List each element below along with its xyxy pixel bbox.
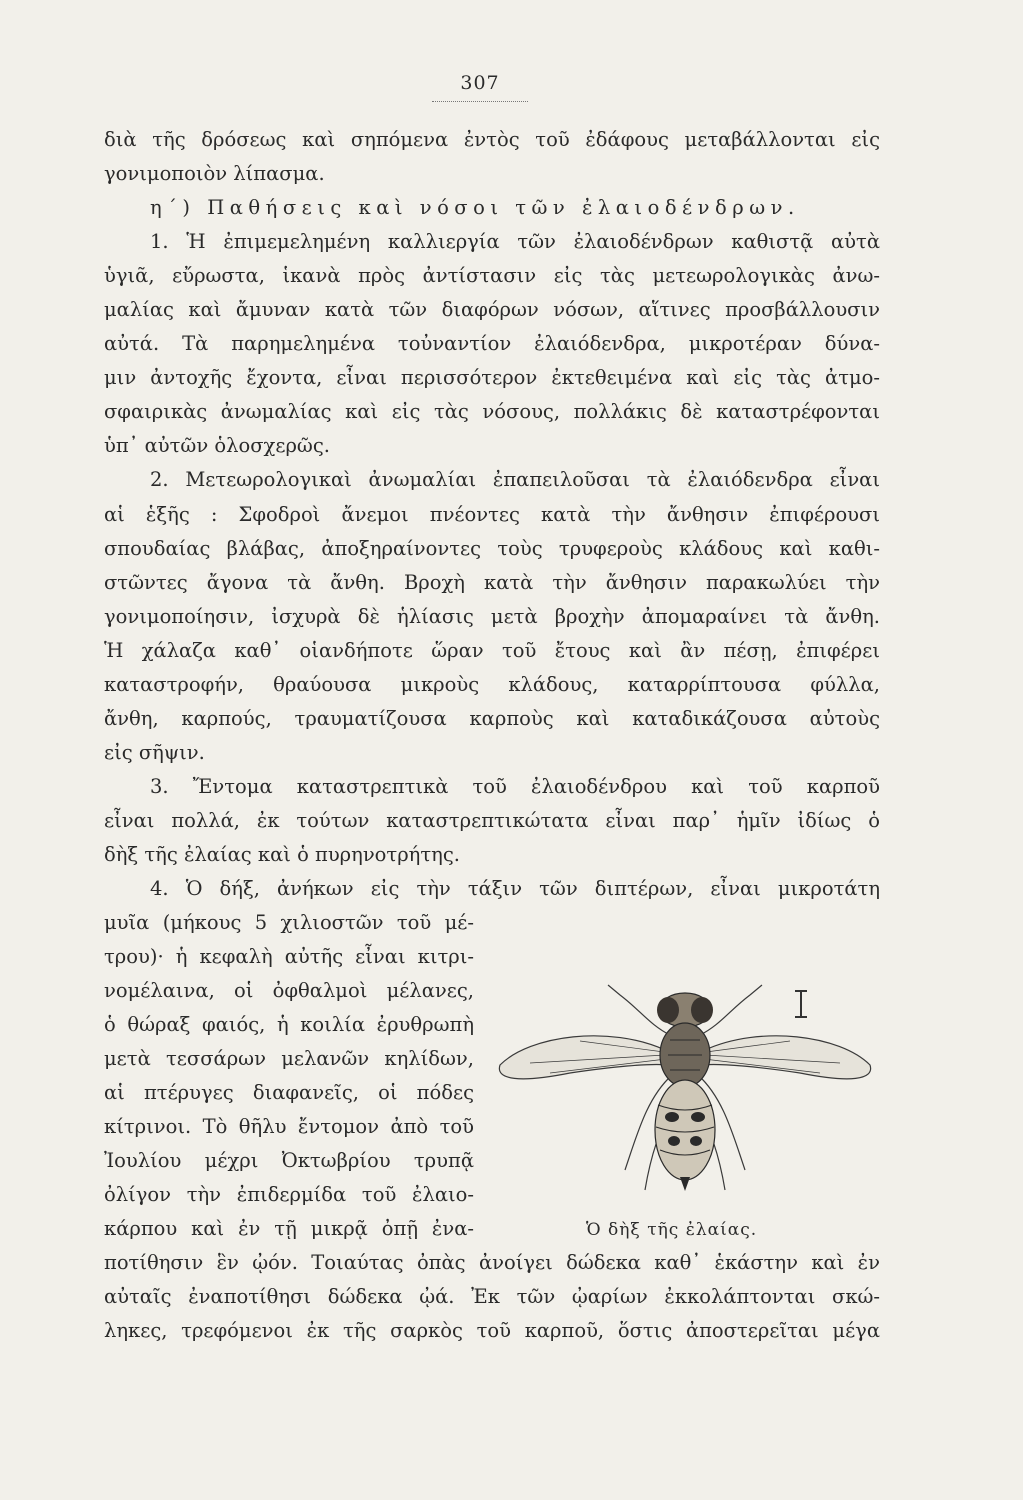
text-line: δὴξ τῆς ἐλαίας καὶ ὁ πυρηνοτρήτης.: [104, 843, 460, 866]
text-line: γονιμοποιὸν λίπασμα.: [104, 162, 325, 185]
scale-bar: [800, 990, 802, 1018]
text-line: γονιμοποίησιν, ἰσχυρὰ δὲ ἡλίασις μετὰ βροχὴν ἀπομαραίνει τὰ ἄνθη.: [104, 605, 880, 628]
text-line: μιν ἀντοχῆς ἔχοντα, εἶναι περισσότερον ἐκτεθειμένα καὶ εἰς τὰς ἀτμο-: [104, 366, 880, 389]
text-line: ὑγιᾶ, εὔρωστα, ἱκανὰ πρὸς ἀντίστασιν εἰς τὰς μετεωρολογικὰς ἀνω-: [104, 264, 880, 287]
text-line: σφαιρικὰς ἀνωμαλίας καὶ εἰς τὰς νόσους, πολλάκις δὲ καταστρέφονται: [104, 400, 880, 423]
text-line: 4. Ὁ δήξ, ἀνήκων εἰς τὴν τάξιν τῶν διπτέρων, εἶναι μικροτάτη: [150, 877, 880, 900]
text-line: ὁ θώραξ φαιός, ἡ κοιλία ἐρυθρωπὴ: [104, 1013, 474, 1036]
text-line: στῶντες ἄγονα τὰ ἄνθη. Βροχὴ κατὰ τὴν ἄνθησιν παρακωλύει τὴν: [104, 571, 880, 594]
text-line: διὰ τῆς δρόσεως καὶ σηπόμενα ἐντὸς τοῦ ἐδάφους μεταβάλλονται εἰς: [104, 128, 880, 151]
text-line: 2. Μετεωρολογικαὶ ἀνωμαλίαι ἐπαπειλοῦσαι τὰ ἐλαιόδενδρα εἶναι: [150, 468, 880, 491]
text-line: μαλίας καὶ ἄμυναν κατὰ τῶν διαφόρων νόσων, αἵτινες προσβάλλουσιν: [104, 298, 880, 321]
text-line: αἱ πτέρυγες διαφανεῖς, οἱ πόδες: [104, 1081, 474, 1104]
text-line: 3. Ἔντομα καταστρεπτικὰ τοῦ ἐλαιοδένδρου καὶ τοῦ καρποῦ: [150, 775, 880, 798]
text-line: αὐταῖς ἐναποτίθησι δώδεκα ᾠά. Ἐκ τῶν ᾠαρίων ἐκκολάπτονται σκώ-: [104, 1285, 880, 1308]
text-line: κίτρινοι. Τὸ θῆλυ ἔντομον ἀπὸ τοῦ: [104, 1115, 474, 1138]
text-line: 1. Ἡ ἐπιμεμελημένη καλλιεργία τῶν ἐλαιοδένδρων καθιστᾷ αὐτὰ: [150, 230, 880, 253]
text-line: ληκες, τρεφόμενοι ἐκ τῆς σαρκὸς τοῦ καρποῦ, ὅστις ἀποστερεῖται μέγα: [104, 1319, 880, 1342]
figure-caption: Ὁ δὴξ τῆς ἐλαίας.: [586, 1220, 758, 1240]
page-number-rule: [432, 101, 528, 102]
text-line: εἶναι πολλά, ἐκ τούτων καταστρεπτικώτατα εἶναι παρ᾽ ἡμῖν ἰδίως ὁ: [104, 809, 880, 832]
text-line: νομέλαινα, οἱ ὀφθαλμοὶ μέλανες,: [104, 979, 474, 1002]
text-line: Ἡ χάλαζα καθ᾽ οἱανδήποτε ὥραν τοῦ ἔτους καὶ ἂν πέσῃ, ἐπιφέρει: [104, 639, 880, 662]
text-line: Ἰουλίου μέχρι Ὀκτωβρίου τρυπᾷ: [104, 1149, 474, 1172]
text-line: τρου)· ἡ κεφαλὴ αὐτῆς εἶναι κιτρι-: [104, 945, 474, 968]
text-line: ποτίθησιν ἓν ᾠόν. Τοιαύτας ὀπὰς ἀνοίγει δώδεκα καθ᾽ ἑκάστην καὶ ἐν: [104, 1251, 880, 1274]
page-number: 307: [460, 72, 500, 94]
text-line: εἰς σῆψιν.: [104, 741, 205, 764]
text-line: ὀλίγον τὴν ἐπιδερμίδα τοῦ ἐλαιο-: [104, 1183, 474, 1206]
text-line: μυῖα (μήκους 5 χιλιοστῶν τοῦ μέ-: [104, 911, 474, 934]
text-line: αὐτά. Τὰ παρημελημένα τοὐναντίον ἐλαιόδενδρα, μικροτέραν δύνα-: [104, 332, 880, 355]
text-line: σπουδαίας βλάβας, ἀποξηραίνοντες τοὺς τρυφεροὺς κλάδους καὶ καθι-: [104, 537, 880, 560]
text-line: μετὰ τεσσάρων μελανῶν κηλίδων,: [104, 1047, 474, 1070]
text-line: καταστροφήν, θραύουσα μικροὺς κλάδους, καταρρίπτουσα φύλλα,: [104, 673, 880, 696]
text-line: ἄνθη, καρπούς, τραυματίζουσα καρποὺς καὶ καταδικάζουσα αὐτοὺς: [104, 707, 880, 730]
text-line: κάρπου καὶ ἐν τῇ μικρᾷ ὀπῇ ἐνα-: [104, 1217, 474, 1240]
olive-fly-illustration: [490, 955, 880, 1255]
text-line: ὑπ᾽ αὐτῶν ὁλοσχερῶς.: [104, 434, 330, 457]
section-heading: η΄) Παθήσεις καὶ νόσοι τῶν ἐλαιοδένδρων.: [150, 196, 800, 219]
text-line: αἱ ἑξῆς : Σφοδροὶ ἄνεμοι πνέοντες κατὰ τὴν ἄνθησιν ἐπιφέρουσι: [104, 503, 880, 526]
